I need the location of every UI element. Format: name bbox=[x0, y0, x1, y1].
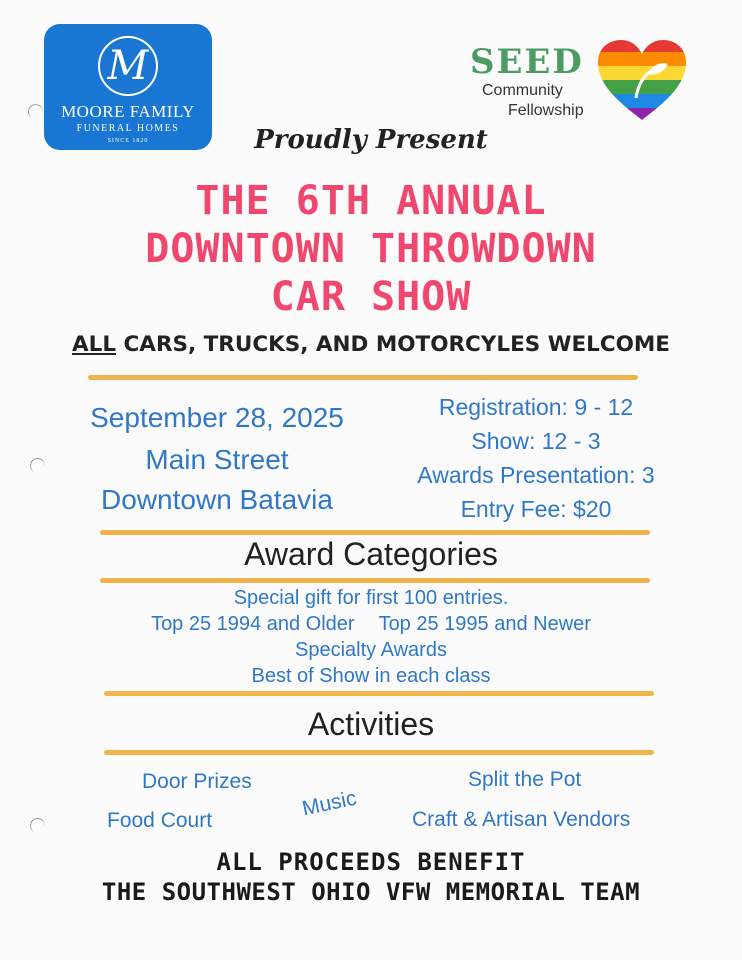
logo-name: MOORE FAMILY bbox=[61, 102, 195, 121]
activity-food-court: Food Court bbox=[107, 809, 213, 832]
seed-line-fellowship: Fellowship bbox=[508, 102, 584, 119]
award-top-25-older: Top 25 1994 and Older bbox=[151, 613, 355, 635]
proudly-present-text: Proudly Present bbox=[254, 125, 488, 155]
divider-rule bbox=[104, 691, 654, 696]
logo-monogram: M bbox=[98, 36, 158, 96]
logo-since: SINCE 1820 bbox=[107, 138, 149, 144]
activity-split-the-pot: Split the Pot bbox=[468, 768, 582, 791]
divider-rule bbox=[88, 375, 638, 380]
welcome-rest: CARS, TRUCKS, AND MOTORCYLES WELCOME bbox=[116, 332, 670, 357]
activity-door-prizes: Door Prizes bbox=[142, 770, 252, 793]
event-date: September 28, 2025 bbox=[90, 402, 344, 433]
award-categories-heading: Award Categories bbox=[244, 536, 498, 572]
award-top-25-newer: Top 25 1995 and Newer bbox=[378, 613, 591, 635]
award-top-25-row bbox=[0, 613, 742, 636]
activities-heading: Activities bbox=[307, 706, 435, 742]
event-street: Main Street bbox=[145, 444, 289, 475]
welcome-emphasis: ALL bbox=[72, 332, 117, 357]
welcome-line bbox=[0, 332, 742, 357]
footer-beneficiary-line: THE SOUTHWEST OHIO VFW MEMORIAL TEAM bbox=[101, 878, 641, 906]
registration-time: Registration: 9 - 12 bbox=[438, 394, 634, 420]
divider-rule bbox=[104, 750, 654, 755]
punch-hole-mark bbox=[29, 817, 46, 834]
activity-craft-vendors: Craft & Artisan Vendors bbox=[412, 808, 631, 831]
seed-line-community: Community bbox=[482, 82, 563, 99]
divider-rule bbox=[100, 578, 650, 583]
seed-wordmark: SEED bbox=[470, 42, 584, 82]
award-best-of-show: Best of Show in each class bbox=[251, 665, 491, 687]
seed-fellowship-logo bbox=[470, 38, 690, 130]
event-title-line-2: DOWNTOWN THROWDOWN bbox=[145, 226, 597, 272]
activity-music: Music bbox=[300, 786, 359, 821]
entry-fee: Entry Fee: $20 bbox=[460, 496, 612, 522]
event-title-line-1: THE 6TH ANNUAL bbox=[195, 178, 547, 224]
event-title-line-3: CAR SHOW bbox=[270, 274, 472, 320]
show-time: Show: 12 - 3 bbox=[471, 428, 601, 454]
awards-time: Awards Presentation: 3 bbox=[417, 462, 655, 488]
footer-proceeds-line: ALL PROCEEDS BENEFIT bbox=[216, 848, 526, 876]
rainbow-heart-icon bbox=[596, 38, 688, 122]
event-city: Downtown Batavia bbox=[101, 484, 333, 515]
award-specialty: Specialty Awards bbox=[295, 639, 447, 661]
logo-subtitle: FUNERAL HOMES bbox=[76, 123, 180, 134]
punch-hole-mark bbox=[29, 457, 46, 474]
divider-rule bbox=[100, 530, 650, 535]
punch-hole-mark bbox=[27, 103, 44, 120]
award-special-gift: Special gift for first 100 entries. bbox=[233, 587, 509, 609]
